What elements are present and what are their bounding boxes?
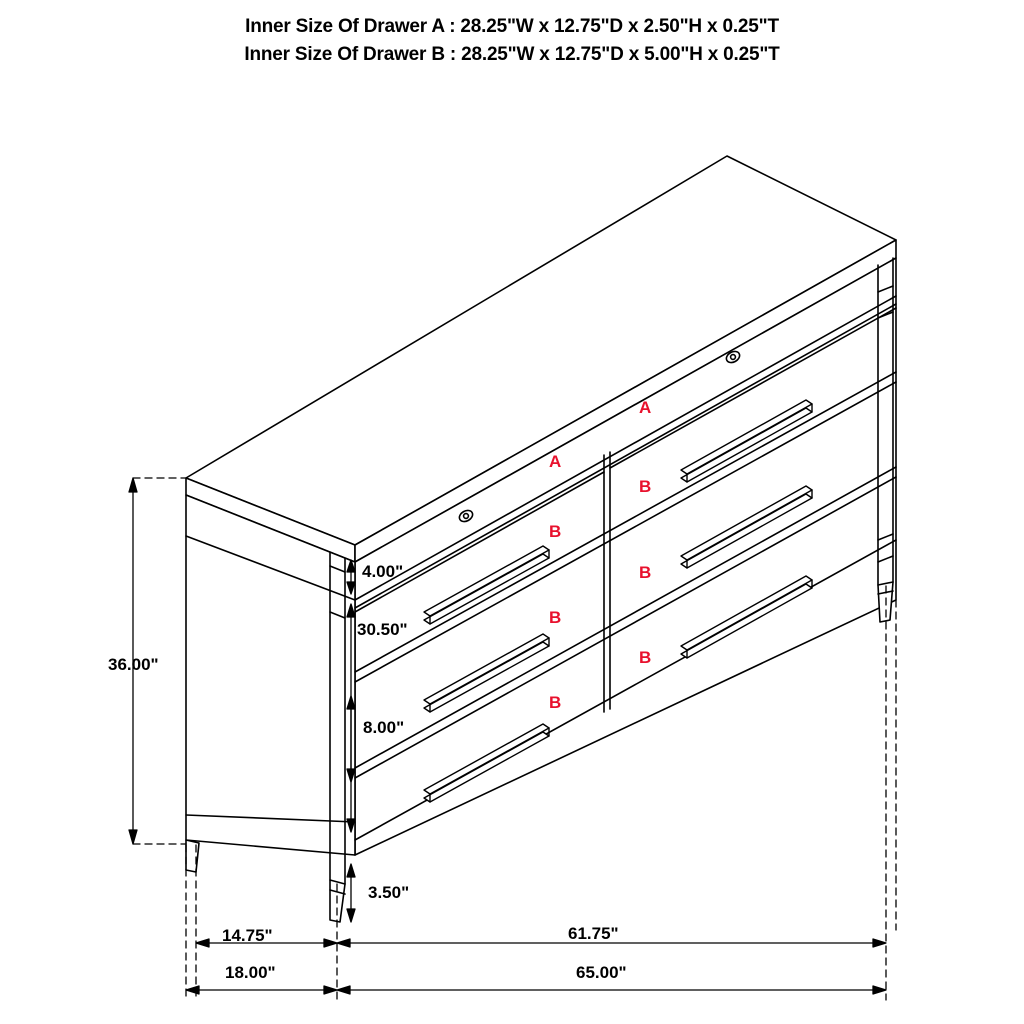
dim-label-width-inner: 61.75" [568, 924, 619, 943]
dim-label-drawer-bank: 30.50" [357, 620, 408, 639]
drawer-tag-b-left-1: B [549, 522, 562, 541]
dim-label-width-total: 65.00" [576, 963, 627, 982]
dim-label-depth-total: 18.00" [225, 963, 276, 982]
dim-label-depth-inner: 14.75" [222, 926, 273, 945]
drawer-b-inner-size-text: Inner Size Of Drawer B : 28.25"W x 12.75"D x 5.00"H x 0.25"T [244, 44, 780, 65]
drawer-tag-b-left-3: B [549, 693, 562, 712]
drawer-tag-b-right-1: B [639, 477, 652, 496]
dim-label-height-total: 36.00" [108, 655, 159, 674]
drawer-tag-b-left-2: B [549, 608, 562, 627]
drawer-tag-a-left: A [549, 452, 562, 471]
dim-label-leg-height: 3.50" [368, 883, 410, 902]
drawer-tag-a-right: A [639, 398, 652, 417]
drawer-tag-b-right-2: B [639, 563, 652, 582]
drawer-a-inner-size-text: Inner Size Of Drawer A : 28.25"W x 12.75"D x 2.50"H x 0.25"T [245, 16, 779, 37]
dim-label-bottom-drawer: 8.00" [363, 718, 405, 737]
dim-label-top-thickness: 4.00" [362, 562, 404, 581]
drawer-tag-b-right-3: B [639, 648, 652, 667]
